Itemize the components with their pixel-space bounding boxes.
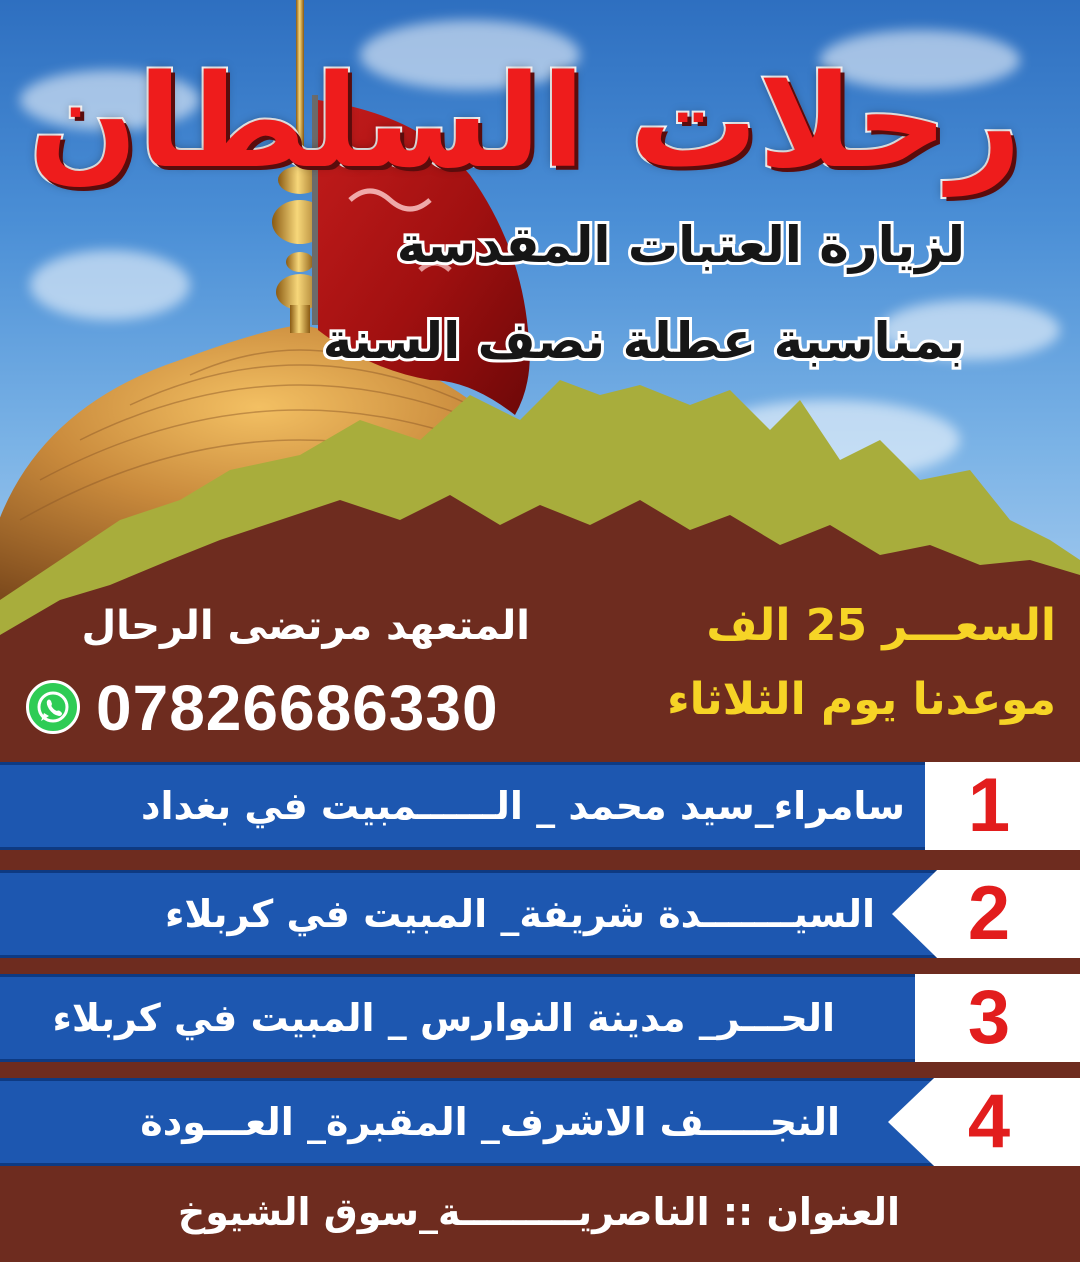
itinerary-row-3 bbox=[0, 974, 1080, 1062]
itinerary-text: السيـــــــدة شريفة_ المبيت في كربلاء bbox=[165, 892, 875, 936]
subtitle-line-2: بمناسبة عطلة نصف السنة bbox=[322, 312, 965, 370]
itinerary-row-4 bbox=[0, 1078, 1080, 1166]
whatsapp-icon[interactable] bbox=[26, 680, 80, 734]
itinerary-row-2 bbox=[0, 870, 1080, 958]
phone-contact[interactable] bbox=[22, 672, 552, 744]
main-title: رحلات السلطان bbox=[28, 48, 1022, 197]
subtitle-line-1: لزيارة العتبات المقدسة bbox=[396, 216, 965, 274]
itinerary-text: الحـــر_ مدينة النوارس _ المبيت في كربلاء bbox=[52, 996, 835, 1040]
phone-number[interactable]: 07826686330 bbox=[96, 672, 499, 744]
trip-date-text: موعدنا يوم الثلاثاء bbox=[667, 674, 1056, 725]
itinerary-text: النجـــــف الاشرف_ المقبرة_ العـــودة bbox=[140, 1100, 840, 1144]
itinerary-number: 1 bbox=[967, 763, 1011, 848]
itinerary-number: 3 bbox=[967, 975, 1011, 1060]
price-text: السعـــر 25 الف bbox=[706, 600, 1056, 651]
itinerary-number: 4 bbox=[967, 1079, 1011, 1164]
address-text: العنوان :: الناصريـــــــــة_سوق الشيوخ bbox=[177, 1190, 900, 1234]
organizer-name: المتعهد مرتضى الرحال bbox=[81, 603, 530, 649]
itinerary-number: 2 bbox=[967, 871, 1011, 956]
itinerary-row-1 bbox=[0, 762, 1080, 850]
itinerary-text: سامراء_سيد محمد _ الــــــمبيت في بغداد bbox=[140, 784, 905, 828]
